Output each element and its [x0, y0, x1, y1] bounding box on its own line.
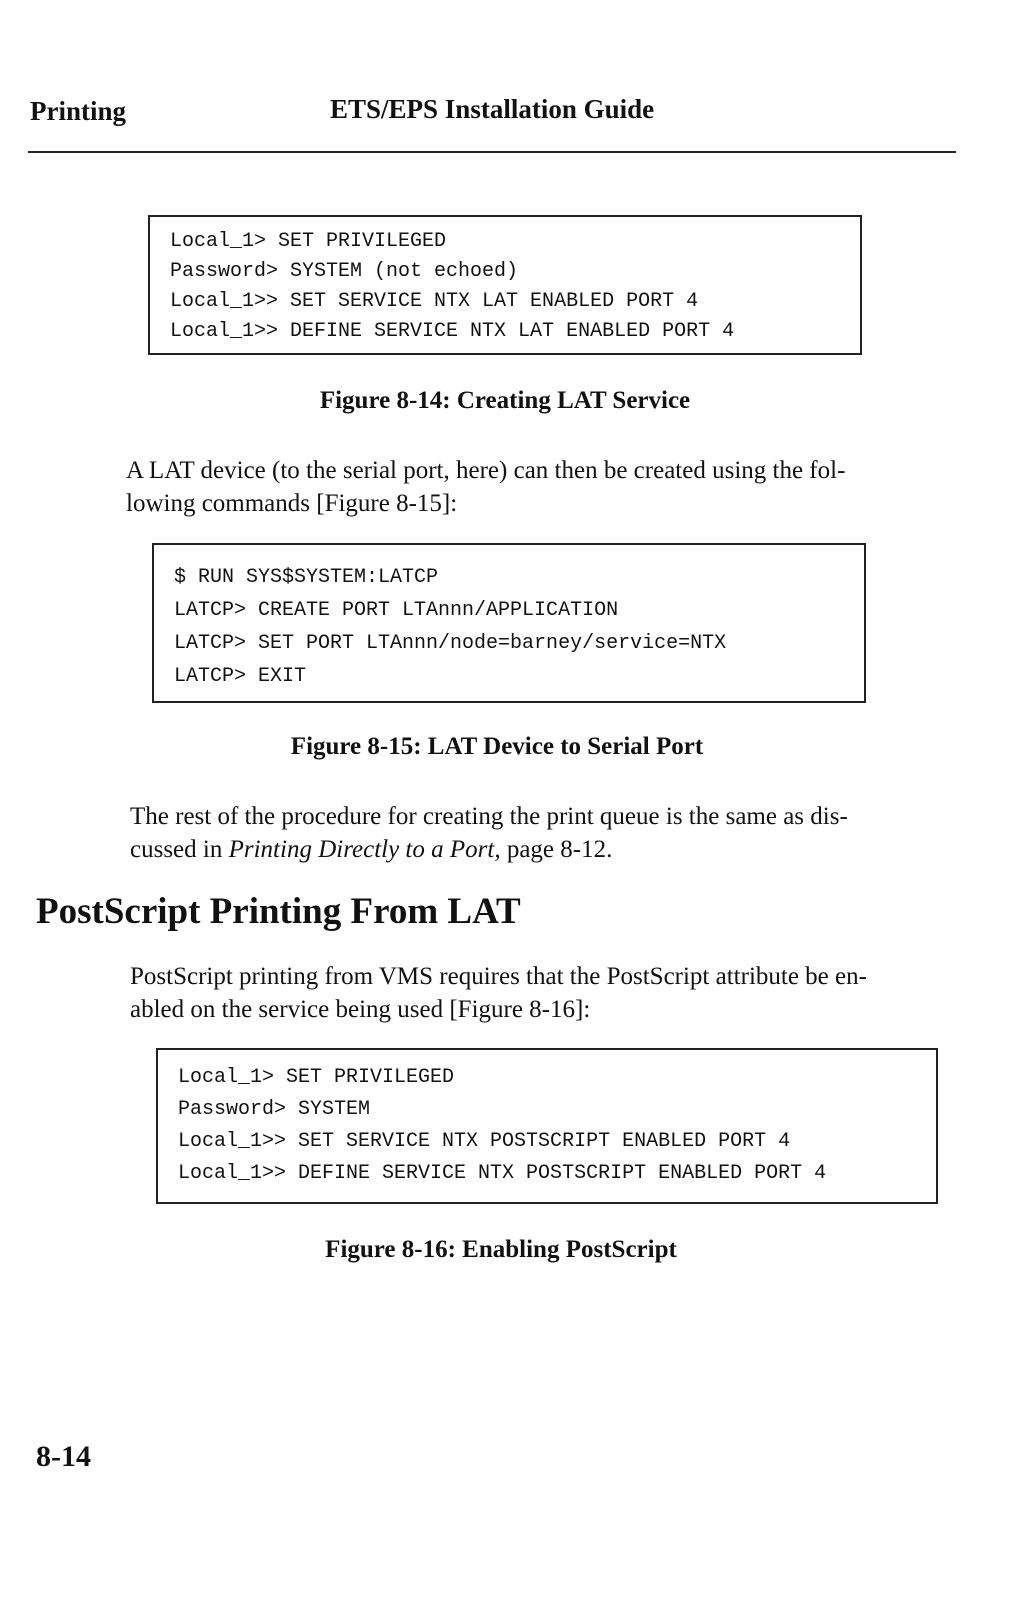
code-line: LATCP> SET PORT LTAnnn/node=barney/service=NTX [174, 632, 727, 655]
code-line: $ RUN SYS$SYSTEM:LATCP [174, 566, 439, 589]
header-section: Printing [30, 96, 127, 126]
header-rule [28, 151, 956, 153]
code-line: Local_1>> SET SERVICE NTX LAT ENABLED PORT 4 [170, 290, 699, 313]
code-box-figure-8-16 [156, 1048, 938, 1204]
header-title: ETS/EPS Installation Guide [330, 94, 655, 124]
code-line: Local_1> SET PRIVILEGED [170, 230, 447, 253]
paragraph-line: The rest of the procedure for creating the print queue is the same as dis- [130, 803, 848, 830]
paragraph-text: page 8-12. [500, 836, 613, 863]
paragraph-postscript [130, 960, 980, 1026]
section-heading: PostScript Printing From LAT [36, 891, 521, 932]
paragraph-lat-device [126, 454, 956, 520]
page-number: 8-14 [36, 1440, 91, 1473]
paragraph-line: PostScript printing from VMS requires that the PostScript attribute be en- [130, 963, 867, 990]
code-line: Local_1>> DEFINE SERVICE NTX POSTSCRIPT ENABLED PORT 4 [178, 1162, 827, 1185]
code-box-figure-8-14 [148, 215, 862, 355]
paragraph-text: cussed in [130, 836, 229, 863]
figure-caption-8-16: Figure 8-16: Enabling PostScript [325, 1236, 677, 1263]
code-box-figure-8-15 [152, 543, 866, 703]
figure-caption-8-14: Figure 8-14: Creating LAT Service [319, 387, 691, 414]
code-line: Local_1> SET PRIVILEGED [178, 1066, 455, 1089]
code-line: LATCP> CREATE PORT LTAnnn/APPLICATION [174, 599, 619, 622]
code-line: Local_1>> SET SERVICE NTX POSTSCRIPT ENABLED PORT 4 [178, 1130, 791, 1153]
paragraph-line [130, 833, 960, 866]
code-line: Local_1>> DEFINE SERVICE NTX LAT ENABLED PORT 4 [170, 320, 735, 343]
paragraph-line: lowing commands [Figure 8-15]: [126, 490, 458, 517]
figure-caption-8-15: Figure 8-15: LAT Device to Serial Port [290, 733, 704, 760]
paragraph-rest-of-procedure [130, 800, 960, 866]
paragraph-line: A LAT device (to the serial port, here) can then be created using the fol- [126, 457, 846, 484]
code-line: LATCP> EXIT [174, 665, 307, 688]
cross-reference: Printing Directly to a Port, [228, 836, 501, 863]
code-line: Password> SYSTEM [178, 1098, 371, 1121]
code-line: Password> SYSTEM (not echoed) [170, 260, 519, 283]
paragraph-line: abled on the service being used [Figure 8-16]: [130, 996, 591, 1023]
